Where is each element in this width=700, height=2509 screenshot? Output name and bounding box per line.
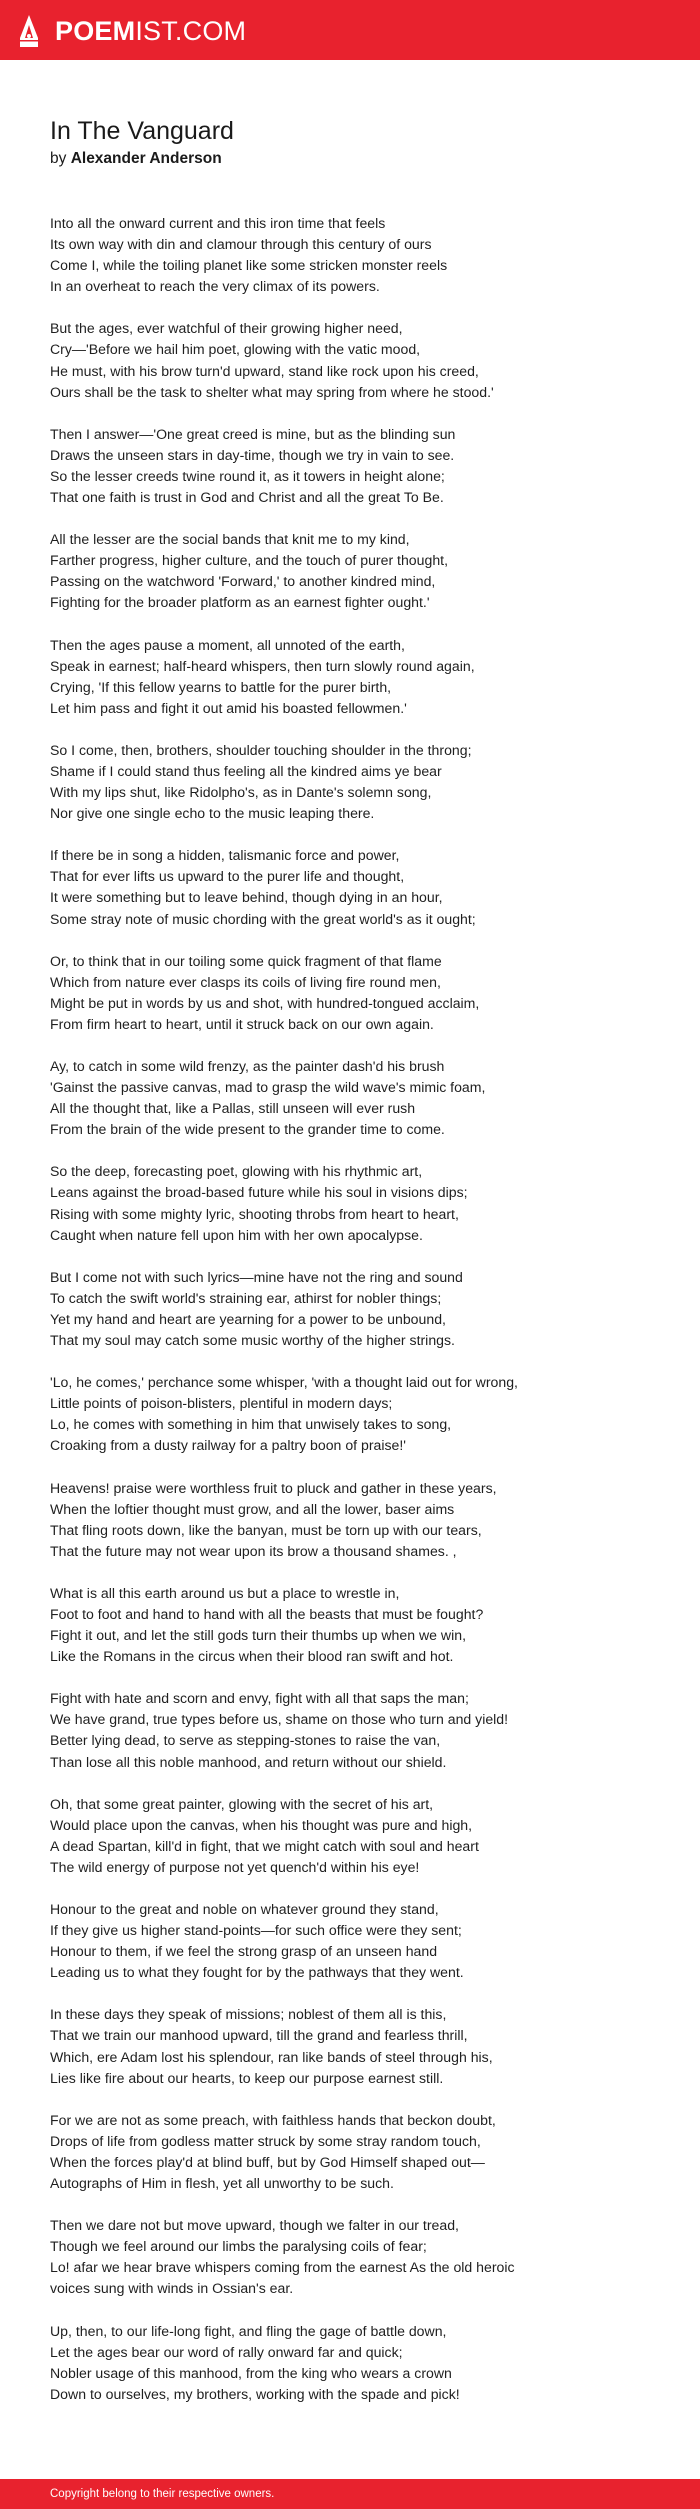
poem-line: So I come, then, brothers, shoulder touching shoulder in the throng;: [50, 741, 472, 758]
poem-line: Lo! afar we hear brave whispers coming from the earnest As the old heroic: [50, 2259, 515, 2276]
poem-line: Like the Romans in the circus when their blood ran swift and hot.: [50, 1648, 454, 1665]
poem-line: Might be put in words by us and shot, with hundred-tongued acclaim,: [50, 994, 480, 1011]
poem-stanza: [50, 1267, 670, 1351]
poem-line: Yet my hand and heart are yearning for a power to be unbound,: [50, 1310, 446, 1327]
poem-line: Into all the onward current and this iron time that feels: [50, 215, 386, 231]
poem-line: Fight with hate and scorn and envy, fight with all that saps the man;: [50, 1690, 469, 1707]
poem-stanza: [50, 213, 670, 297]
poem-line: Lo, he comes with something in him that unwisely takes to song,: [50, 1416, 452, 1433]
poem-stanza: [50, 529, 670, 613]
poem-line: voices sung with winds in Ossian's ear.: [50, 2280, 294, 2297]
logo-text-light: IST.COM: [135, 16, 247, 46]
poem-line: Passing on the watchword 'Forward,' to another kindred mind,: [50, 573, 436, 590]
poem-stanza: [50, 845, 670, 929]
poem-line: Up, then, to our life-long fight, and fling the gage of battle down,: [50, 2322, 447, 2339]
copyright-text: Copyright belong to their respective owners.: [50, 2488, 275, 2500]
poem-stanza: [50, 1583, 670, 1667]
poem-stanza: [50, 2215, 670, 2299]
poem-line: Ay, to catch in some wild frenzy, as the painter dash'd his brush: [50, 1058, 445, 1074]
poem-stanza: [50, 1899, 670, 1983]
poem-line: All the lesser are the social bands that knit me to my kind,: [50, 531, 410, 548]
byline-prefix: by: [50, 150, 71, 167]
poem-stanza: [50, 1161, 670, 1245]
poem-line: He must, with his brow turn'd upward, stand like rock upon his creed,: [50, 362, 479, 379]
poem-line: Foot to foot and hand to hand with all the beasts that must be fought?: [50, 1605, 484, 1622]
site-logo[interactable]: [18, 14, 246, 48]
poem-line: A dead Spartan, kill'd in fight, that we might catch with soul and heart: [50, 1837, 479, 1854]
poem-line: Little points of poison-blisters, plentiful in modern days;: [50, 1395, 393, 1412]
poem-stanza: [50, 1794, 670, 1878]
poem-title: In The Vanguard: [50, 117, 234, 145]
poem-stanza: [50, 951, 670, 1035]
poem-line: So the deep, forecasting poet, glowing with his rhythmic art,: [50, 1163, 423, 1180]
poem-stanza: [50, 635, 670, 719]
poem-line: If they give us higher stand-points—for such office were they sent;: [50, 1922, 462, 1939]
poem-stanza: [50, 740, 670, 824]
poem-line: When the loftier thought must grow, and all the lower, baser aims: [50, 1500, 455, 1517]
logo-text: [55, 14, 246, 48]
poem-content: [50, 114, 670, 2426]
poem-line: But I come not with such lyrics—mine have not the ring and sound: [50, 1268, 463, 1285]
poem-line: Speak in earnest; half-heard whispers, then turn slowly round again,: [50, 657, 475, 674]
poem-line: Fighting for the broader platform as an earnest fighter ought.': [50, 594, 430, 611]
poem-line: In these days they speak of missions; noblest of them all is this,: [50, 2006, 447, 2023]
poem-line: Which from nature ever clasps its coils of living fire round men,: [50, 973, 441, 990]
poem-line: Oh, that some great painter, glowing with the secret of his art,: [50, 1795, 434, 1812]
poem-line: Better lying dead, to serve as stepping-stones to raise the van,: [50, 1732, 441, 1749]
poem-line: Nobler usage of this manhood, from the king who wears a crown: [50, 2364, 452, 2381]
poem-line: So the lesser creeds twine round it, as it towers in height alone;: [50, 467, 445, 484]
poem-line: It were something but to leave behind, though dying in an hour,: [50, 889, 443, 906]
poem-line: Caught when nature fell upon him with her own apocalypse.: [50, 1226, 423, 1243]
poem-line: Drops of life from godless matter struck by some stray random touch,: [50, 2132, 481, 2149]
poem-line: If there be in song a hidden, talismanic force and power,: [50, 847, 400, 864]
top-bar: [0, 0, 700, 60]
poem-stanza: [50, 424, 670, 508]
poem-line: 'Lo, he comes,' perchance some whisper, 'with a thought laid out for wrong,: [50, 1374, 518, 1391]
poem-line: Rising with some mighty lyric, shooting throbs from heart to heart,: [50, 1205, 459, 1222]
poem-stanza: [50, 2110, 670, 2194]
poem-stanza: [50, 2004, 670, 2088]
poem-byline: [50, 148, 670, 170]
poem-line: For we are not as some preach, with faithless hands that beckon doubt,: [50, 2111, 496, 2128]
poem-line: When the forces play'd at blind buff, but by God Himself shaped out—: [50, 2153, 485, 2170]
poem-line: Autographs of Him in flesh, yet all unworthy to be such.: [50, 2175, 394, 2192]
poem-line: Farther progress, higher culture, and the touch of purer thought,: [50, 552, 448, 569]
poem-stanza: [50, 1372, 670, 1456]
poem-line: Which, ere Adam lost his splendour, ran like bands of steel through his,: [50, 2048, 493, 2065]
poem-line: Nor give one single echo to the music leaping there.: [50, 805, 375, 822]
poem-line: Or, to think that in our toiling some quick fragment of that flame: [50, 952, 442, 969]
poem-line: 'Gainst the passive canvas, mad to grasp the wild wave's mimic foam,: [50, 1079, 486, 1096]
poem-stanza: [50, 2321, 670, 2405]
poem-line: That the future may not wear upon its brow a thousand shames. ,: [50, 1542, 457, 1559]
poem-line: That my soul may catch some music worthy of the higher strings.: [50, 1332, 455, 1349]
poem-line: Croaking from a dusty railway for a paltry boon of praise!': [50, 1437, 406, 1454]
poem-line: Would place upon the canvas, when his thought was pure and high,: [50, 1816, 473, 1833]
poem-line: Let the ages bear our word of rally onward far and quick;: [50, 2343, 403, 2360]
poem-line: With my lips shut, like Ridolpho's, as in Dante's solemn song,: [50, 784, 432, 801]
footer-bar: [0, 2479, 700, 2509]
poem-line: The wild energy of purpose not yet quench'd within his eye!: [50, 1858, 420, 1875]
poem-line: Some stray note of music chording with the great world's as it ought;: [50, 910, 476, 927]
poem-stanza: [50, 318, 670, 402]
poem-line: Fight it out, and let the still gods turn their thumbs up when we win,: [50, 1627, 466, 1644]
pen-nib-icon: [18, 14, 40, 48]
poem-line: Honour to them, if we feel the strong grasp of an unseen hand: [50, 1943, 438, 1960]
poem-line: Shame if I could stand thus feeling all the kindred aims ye bear: [50, 762, 442, 779]
poem-line: In an overheat to reach the very climax of its powers.: [50, 278, 380, 295]
poem-line: That one faith is trust in God and Christ and all the great To Be.: [50, 489, 444, 506]
poem-line: Though we feel around our limbs the paralysing coils of fear;: [50, 2238, 427, 2255]
poem-body: [50, 213, 670, 2405]
poem-line: To catch the swift world's straining ear, athirst for nobler things;: [50, 1289, 442, 1306]
poem-line: Then we dare not but move upward, though we falter in our tread,: [50, 2217, 459, 2234]
poem-line: From firm heart to heart, until it struck back on our own again.: [50, 1015, 434, 1032]
poem-line: Leading us to what they fought for by the pathways that they went.: [50, 1964, 464, 1981]
poem-line: Lies like fire about our hearts, to keep our purpose earnest still.: [50, 2069, 444, 2086]
poem-line: Then the ages pause a moment, all unnoted of the earth,: [50, 636, 405, 653]
poem-line: What is all this earth around us but a place to wrestle in,: [50, 1584, 400, 1601]
author-link[interactable]: Alexander Anderson: [70, 150, 222, 167]
poem-line: Than lose all this noble manhood, and return without our shield.: [50, 1753, 447, 1770]
poem-line: Draws the unseen stars in day-time, though we try in vain to see.: [50, 446, 455, 463]
poem-line: We have grand, true types before us, shame on those who turn and yield!: [50, 1711, 509, 1728]
poem-stanza: [50, 1056, 670, 1140]
poem-line: That we train our manhood upward, till the grand and fearless thrill,: [50, 2027, 468, 2044]
poem-line: Leans against the broad-based future while his soul in visions dips;: [50, 1184, 468, 1201]
poem-line: Down to ourselves, my brothers, working with the spade and pick!: [50, 2385, 460, 2402]
poem-line: From the brain of the wide present to the grander time to come.: [50, 1121, 445, 1138]
poem-line: Let him pass and fight it out amid his boasted fellowmen.': [50, 699, 407, 716]
poem-line: Heavens! praise were worthless fruit to pluck and gather in these years,: [50, 1479, 497, 1496]
poem-line: Ours shall be the task to shelter what may spring from where he stood.': [50, 383, 494, 400]
poem-line: That fling roots down, like the banyan, must be torn up with our tears,: [50, 1521, 482, 1538]
poem-line: That for ever lifts us upward to the purer life and thought,: [50, 868, 405, 885]
logo-text-bold: POEM: [55, 16, 136, 46]
poem-line: Cry—'Before we hail him poet, glowing with the vatic mood,: [50, 341, 421, 358]
poem-line: Crying, 'If this fellow yearns to battle for the purer birth,: [50, 678, 392, 695]
poem-stanza: [50, 1478, 670, 1562]
poem-line: Its own way with din and clamour through this century of ours: [50, 236, 432, 253]
poem-stanza: [50, 1688, 670, 1772]
poem-line: Then I answer—'One great creed is mine, but as the blinding sun: [50, 425, 456, 442]
poem-line: But the ages, ever watchful of their growing higher need,: [50, 320, 403, 337]
poem-line: All the thought that, like a Pallas, still unseen will ever rush: [50, 1100, 416, 1117]
poem-line: Come I, while the toiling planet like some stricken monster reels: [50, 257, 448, 274]
poem-line: Honour to the great and noble on whatever ground they stand,: [50, 1901, 439, 1917]
